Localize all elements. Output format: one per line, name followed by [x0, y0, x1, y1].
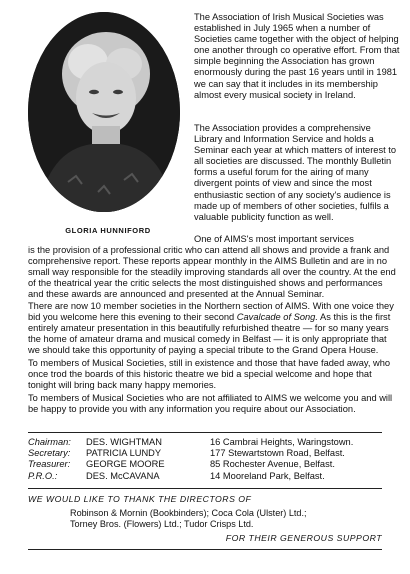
- welcome-paragraph: [28, 301, 400, 356]
- officer-address: 85 Rochester Avenue, Belfast.: [210, 459, 335, 470]
- officer-name: DES. WIGHTMAN: [86, 437, 162, 447]
- divider-top: [28, 432, 382, 433]
- officer-name: GEORGE MOORE: [86, 459, 165, 470]
- intro-paragraph-3-start: One of AIMS's most important services: [194, 234, 354, 244]
- officer-name: PATRICIA LUNDY: [86, 448, 162, 459]
- officer-role: Secretary:: [28, 448, 71, 459]
- sponsors-list: [70, 508, 390, 531]
- divider-middle: [28, 488, 382, 489]
- officers-list: [28, 437, 398, 482]
- intro-paragraph-1: The Association of Irish Musical Societies was established in July 1965 when a number of Societies came together with the object of helping one another through co operative effort. From that simple beginning the Association has grown enormously during the past 16 years until in 1981 we can say that it includes in its membership almost every musical society in Ireland.: [194, 12, 400, 100]
- officer-address: 177 Stewartstown Road, Belfast.: [210, 448, 345, 459]
- services-paragraph: is the provision of a professional critic who can attend all shows and provide a frank and comprehensive report. These reports appear monthly in the AIMS Bulletin and are in no small way responsible for the steadily improving standards all over the country. At the end of the theatrical year the critic selects the most distinguished shows and performances and these awards are announced and presented at the Annual Seminar.: [28, 245, 396, 300]
- portrait-caption: GLORIA HUNNIFORD: [65, 226, 151, 235]
- officer-role: P.R.O.:: [28, 470, 58, 481]
- show-title: Cavalcade of Song.: [236, 312, 318, 323]
- officer-row: [28, 459, 398, 470]
- divider-bottom: [28, 549, 382, 550]
- welcome-text-a: There are now 10 member societies in the Northern section of AIMS. With one voice they bid you welcome here this evening to their second: [28, 301, 394, 323]
- portrait-illustration: [28, 12, 180, 212]
- thanks-heading: WE WOULD LIKE TO THANK THE DIRECTORS OF: [28, 494, 252, 504]
- intro-paragraph-2: The Association provides a comprehensive Library and Information Service and holds a Seminar each year at which matters of interest to all societies are discussed. The monthly Bulletin forms a useful forum for the airing of many divergent points of view and since the most enthusiastic section of any society's audience is made up of members of other societies, fulfils a valuable publicity function as well.: [194, 123, 397, 222]
- portrait-photo: [28, 12, 180, 212]
- officer-row: [28, 471, 398, 482]
- officer-row: [28, 437, 398, 448]
- memories-paragraph: To members of Musical Societies, still in existence and those that have faded away, who once trod the boards of this historic theatre we bid a special welcome and hope that tonight will bring back many happy memories.: [28, 358, 391, 391]
- officer-role: Treasurer:: [28, 459, 71, 470]
- officer-name: DES. McCAVANA: [86, 470, 160, 481]
- officer-address: 16 Cambrai Heights, Waringstown.: [210, 437, 354, 447]
- sponsors-line-2: Torney Bros. (Flowers) Ltd.; Tudor Crisps Ltd.: [70, 519, 254, 530]
- officer-row: [28, 448, 398, 459]
- non-members-paragraph: To members of Musical Societies who are not affiliated to AIMS we welcome you and will be happy to provide you with any information you require about our Association.: [28, 393, 393, 415]
- officer-address: 14 Mooreland Park, Belfast.: [210, 470, 325, 481]
- welcome-text-b: As this is the first entirely amateur presentation in this beautifully refurbished theatre — for so many years the home of amateur drama and musical comedy in Belfast — it is only appropriate that we should take this opportunity of paying a special tribute to the Grand Opera House.: [28, 312, 391, 356]
- officer-role: Chairman:: [28, 437, 71, 447]
- thanks-footer: FOR THEIR GENEROUS SUPPORT: [225, 533, 382, 543]
- sponsors-line-1: Robinson & Mornin (Bookbinders); Coca Cola (Ulster) Ltd.;: [70, 508, 307, 518]
